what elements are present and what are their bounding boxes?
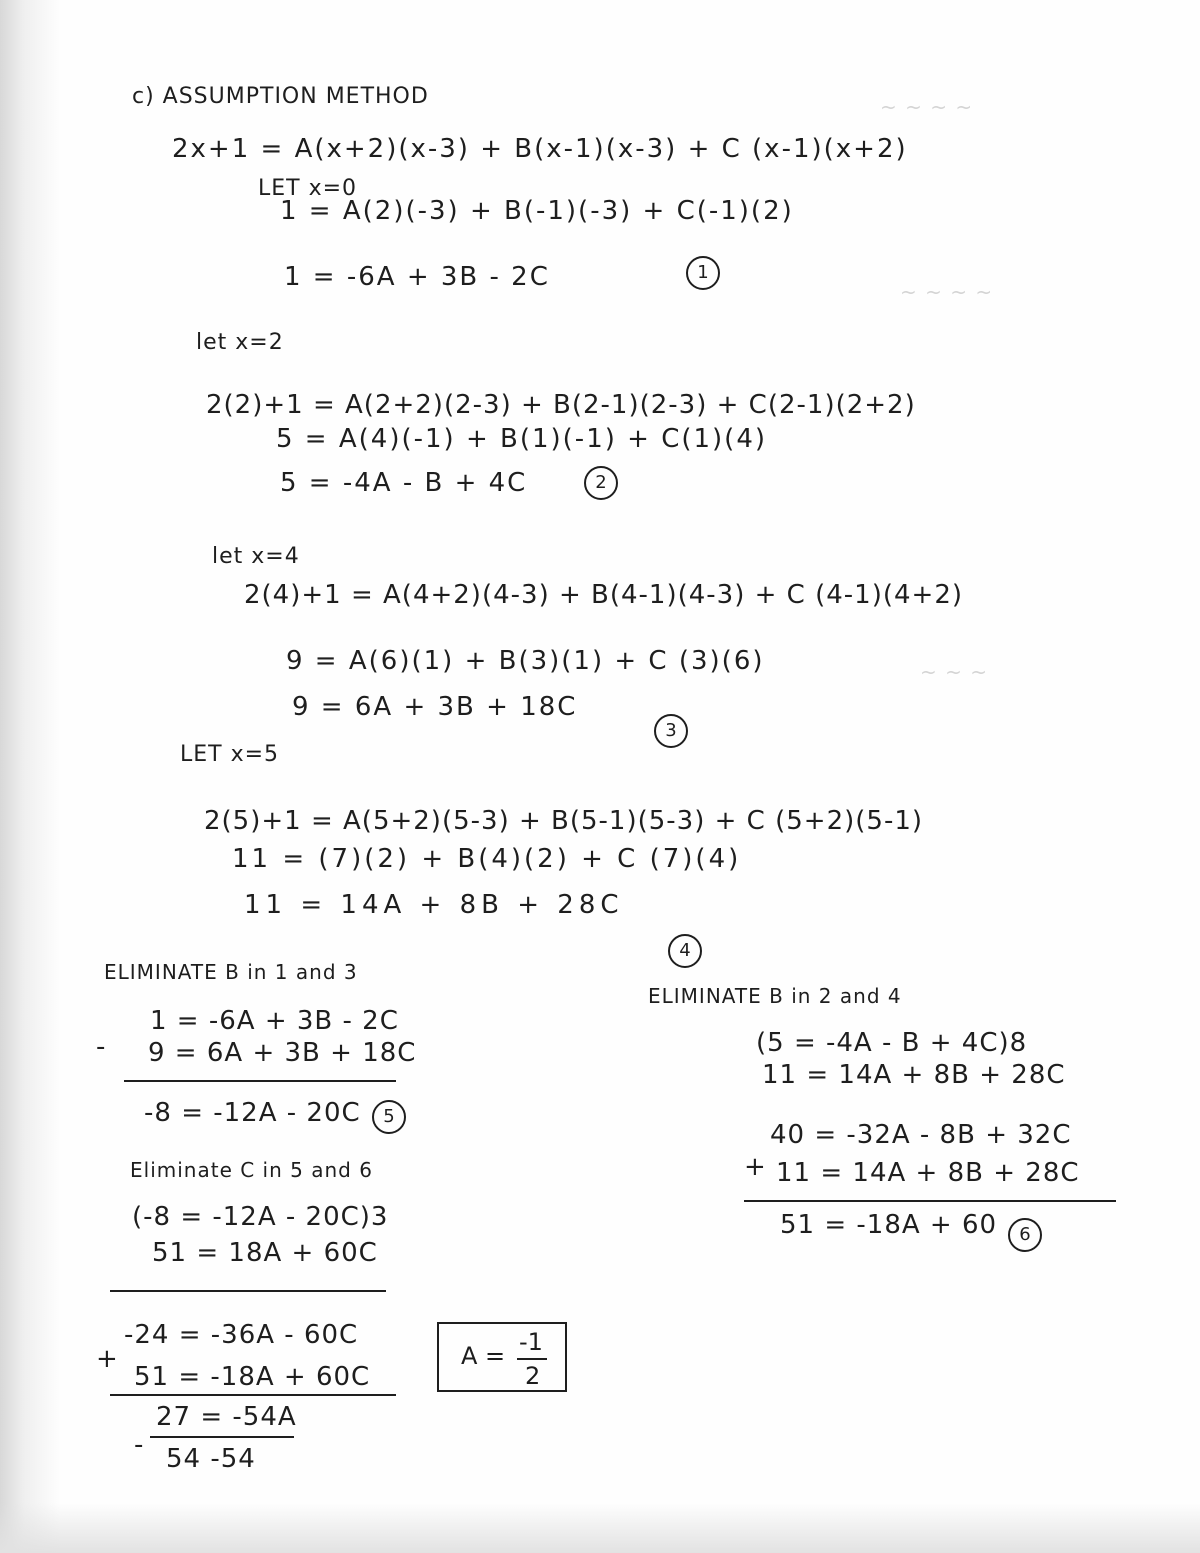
bleed-through-mark: ~ ~ ~ ~ xyxy=(900,280,994,304)
evaluation-x-2: 5 = A(4)(-1) + B(1)(-1) + C(1)(4) xyxy=(276,424,768,454)
equation-tag-1: 1 xyxy=(686,256,720,290)
let-x-4: let x=4 xyxy=(212,544,300,569)
division-denominators: 54 -54 xyxy=(166,1444,256,1474)
elim-56-row-1: (-8 = -12A - 20C)3 xyxy=(132,1202,389,1232)
evaluation-x-5: 11 = (7)(2) + B(4)(2) + C (7)(4) xyxy=(232,844,742,874)
elim-13-row-2: 9 = 6A + 3B + 18C xyxy=(148,1038,417,1068)
bleed-through-mark: ~ ~ ~ ~ xyxy=(880,95,974,119)
equation-tag-4: 4 xyxy=(668,934,702,968)
substitution-x-2: 2(2)+1 = A(2+2)(2-3) + B(2-1)(2-3) + C(2-1)(2+2) xyxy=(206,390,916,420)
equation-tag-6: 6 xyxy=(1008,1218,1042,1252)
eliminate-b-2-4-heading: ELIMINATE B in 2 and 4 xyxy=(648,984,902,1008)
answer-numerator: -1 xyxy=(519,1328,543,1356)
final-operator: + xyxy=(96,1344,119,1374)
elim-24-rule xyxy=(744,1200,1116,1202)
eliminate-c-5-6-heading: Eliminate C in 5 and 6 xyxy=(130,1158,373,1182)
equation-1: 1 = -6A + 3B - 2C xyxy=(284,262,550,292)
substitution-x-0: 1 = A(2)(-3) + B(-1)(-3) + C(-1)(2) xyxy=(280,196,794,226)
elim-56-rule xyxy=(110,1290,386,1292)
substitution-x-4: 2(4)+1 = A(4+2)(4-3) + B(4-1)(4-3) + C (4-1)(4+2) xyxy=(244,580,964,610)
elim-24-operator: + xyxy=(744,1152,767,1182)
identity-equation: 2x+1 = A(x+2)(x-3) + B(x-1)(x-3) + C (x-1)(x+2) xyxy=(172,134,908,164)
evaluation-x-4: 9 = A(6)(1) + B(3)(1) + C (3)(6) xyxy=(286,646,765,676)
equation-3: 9 = 6A + 3B + 18C xyxy=(292,692,578,722)
equation-2: 5 = -4A - B + 4C xyxy=(280,468,528,498)
answer-box xyxy=(437,1322,567,1392)
equation-5: -8 = -12A - 20C xyxy=(144,1098,361,1128)
eliminate-b-1-3-heading: ELIMINATE B in 1 and 3 xyxy=(104,960,358,984)
equation-tag-3: 3 xyxy=(654,714,688,748)
bleed-through-mark: ~ ~ ~ xyxy=(920,660,988,684)
elim-24-row-3: 40 = -32A - 8B + 32C xyxy=(770,1120,1072,1150)
answer-fraction-bar xyxy=(517,1358,547,1360)
elim-13-rule xyxy=(124,1080,396,1082)
elim-13-row-1: 1 = -6A + 3B - 2C xyxy=(150,1006,399,1036)
final-result: 27 = -54A xyxy=(156,1402,297,1432)
let-x-5: LET x=5 xyxy=(180,742,280,767)
final-row-2: 51 = -18A + 60C xyxy=(134,1362,371,1392)
division-operator: - xyxy=(134,1430,145,1460)
page-bottom-shadow xyxy=(0,1503,1200,1553)
equation-tag-5: 5 xyxy=(372,1100,406,1134)
page-title: c) ASSUMPTION METHOD xyxy=(132,84,429,109)
elim-24-row-2: 11 = 14A + 8B + 28C xyxy=(762,1060,1066,1090)
final-row-1: -24 = -36A - 60C xyxy=(124,1320,359,1350)
page-edge-shadow xyxy=(0,0,60,1553)
let-x-0: LET x=0 xyxy=(258,176,358,201)
division-bar xyxy=(150,1436,294,1438)
substitution-x-5: 2(5)+1 = A(5+2)(5-3) + B(5-1)(5-3) + C (5+2)(5-1) xyxy=(204,806,924,836)
elim-24-row-4: 11 = 14A + 8B + 28C xyxy=(776,1158,1080,1188)
final-rule xyxy=(110,1394,396,1396)
elim-56-row-2: 51 = 18A + 60C xyxy=(152,1238,378,1268)
answer-denominator: 2 xyxy=(525,1362,541,1390)
answer-lhs: A = xyxy=(461,1342,506,1370)
equation-4: 11 = 14A + 8B + 28C xyxy=(244,890,624,920)
elim-13-operator: - xyxy=(96,1032,107,1062)
let-x-2: let x=2 xyxy=(196,330,284,355)
equation-6: 51 = -18A + 60 xyxy=(780,1210,998,1240)
equation-tag-2: 2 xyxy=(584,466,618,500)
elim-24-row-1: (5 = -4A - B + 4C)8 xyxy=(756,1028,1028,1058)
